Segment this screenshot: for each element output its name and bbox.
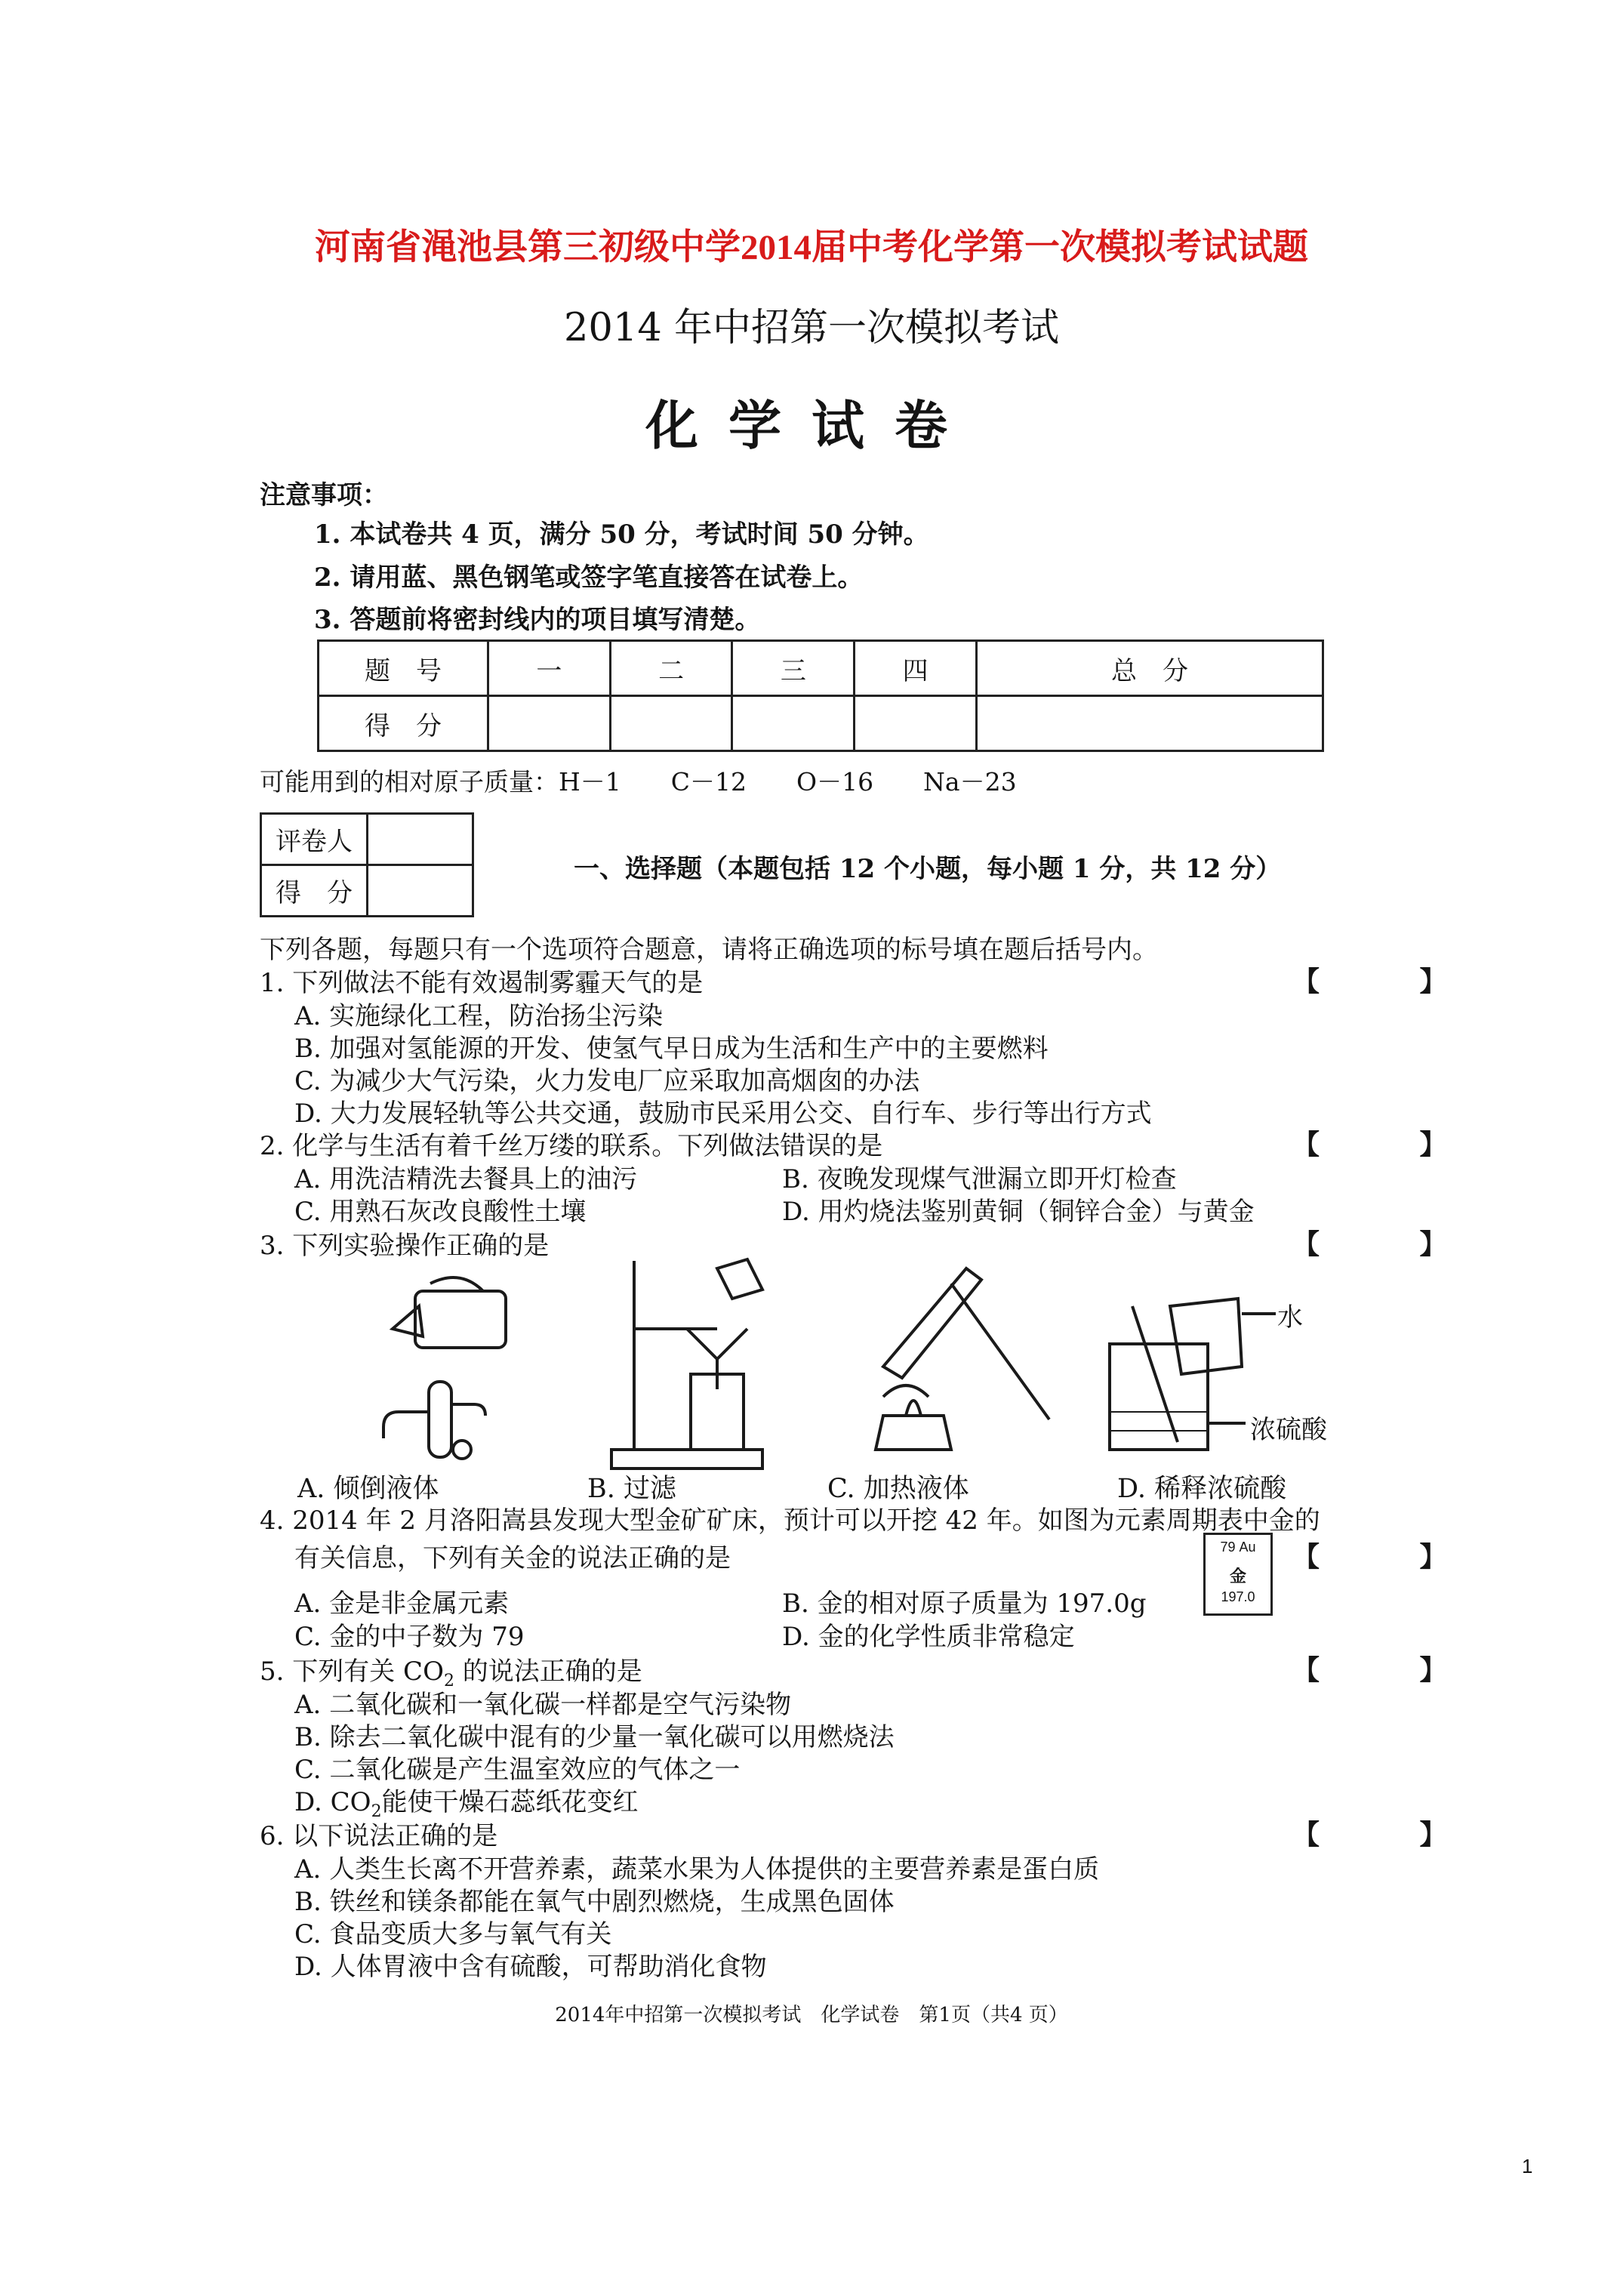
question-stem: 6. 以下说法正确的是: [260, 1821, 498, 1851]
table-cell: 总 分: [976, 641, 1323, 696]
grader-table: [260, 812, 474, 917]
option: B. 铁丝和镁条都能在氧气中剧烈燃烧，生成黑色固体: [294, 1887, 895, 1917]
page-number: 1: [1522, 2155, 1533, 2177]
reviewer-entry-cell[interactable]: [368, 814, 473, 865]
table-cell: 二: [610, 641, 732, 696]
filtration-figure: [604, 1253, 800, 1480]
answer-bracket[interactable]: 【 】: [1292, 1819, 1492, 1851]
answer-bracket[interactable]: 【 】: [1292, 1654, 1492, 1686]
table-cell: 得 分: [319, 696, 488, 751]
option: B. 加强对氢能源的开发、使氢气早日成为生活和生产中的主要燃料: [294, 1034, 1049, 1064]
question-stem: 5. 下列有关 $CO_2$ 的说法正确的是: [260, 1657, 642, 1690]
table-cell: 三: [732, 641, 855, 696]
figure-caption: A. 倾倒液体: [297, 1474, 439, 1504]
score-entry-cell[interactable]: [610, 696, 732, 751]
score-entry-cell[interactable]: [976, 696, 1323, 751]
option: D. 大力发展轻轨等公共交通，鼓励市民采用公交、自行车、步行等出行方式: [294, 1099, 1152, 1129]
pouring-liquid-figure: [347, 1261, 544, 1480]
gold-element-card: [1203, 1533, 1273, 1616]
score-table: [317, 639, 1324, 752]
option: C. 食品变质大多与氧气有关: [294, 1919, 612, 1949]
figure-caption: B. 过滤: [587, 1474, 676, 1504]
option: B. 金的相对原子质量为 197.0g: [782, 1589, 1147, 1619]
page-footer: 2014年中招第一次模拟考试 化学试卷 第1页（共4 页）: [555, 2004, 1068, 2026]
option: D. 金的化学性质非常稳定: [782, 1622, 1075, 1652]
score-label: 得 分: [261, 865, 368, 917]
score-entry-cell[interactable]: [368, 865, 473, 917]
question-stem: 2. 化学与生活有着千丝万缕的联系。下列做法错误的是: [260, 1131, 883, 1161]
table-cell: 题 号: [319, 641, 488, 696]
option: A. 二氧化碳和一氧化碳一样都是空气污染物: [294, 1690, 792, 1720]
heating-liquid-figure: [838, 1253, 1064, 1480]
paper-title: 化学试卷: [645, 394, 978, 457]
document-title: 河南省渑池县第三初级中学2014届中考化学第一次模拟考试试题: [315, 228, 1308, 267]
score-entry-cell[interactable]: [488, 696, 611, 751]
option: C. 二氧化碳是产生温室效应的气体之一: [294, 1755, 741, 1785]
atomic-mass-line: 可能用到的相对原子质量：H－1 C－12 O－16 Na－23: [260, 767, 1017, 797]
answer-bracket[interactable]: 【 】: [1292, 966, 1492, 997]
option: A. 实施绿化工程，防治扬尘污染: [294, 1001, 664, 1031]
option: D. 用灼烧法鉴别黄铜（铜锌合金）与黄金: [782, 1197, 1255, 1227]
figure-caption: C. 加热液体: [827, 1474, 969, 1504]
answer-bracket[interactable]: 【 】: [1292, 1129, 1492, 1160]
question-stem: 1. 下列做法不能有效遏制雾霾天气的是: [260, 968, 704, 998]
option: D. $CO_2$能使干燥石蕊纸花变红: [294, 1787, 639, 1821]
score-table-header-row: [319, 641, 1323, 696]
option: D. 人体胃液中含有硫酸，可帮助消化食物: [294, 1952, 767, 1982]
water-label: 水: [1277, 1302, 1303, 1333]
atomic-mass: 197.0: [1221, 1589, 1255, 1604]
exam-title: 2014 年中招第一次模拟考试: [563, 306, 1059, 350]
option: C. 用熟石灰改良酸性土壤: [294, 1197, 587, 1227]
atomic-number: 79: [1220, 1539, 1236, 1555]
score-entry-cell[interactable]: [732, 696, 855, 751]
option: B. 夜晚发现煤气泄漏立即开灯检查: [782, 1164, 1177, 1194]
question-stem-continued: 有关信息，下列有关金的说法正确的是: [294, 1543, 731, 1573]
answer-bracket[interactable]: 【 】: [1292, 1228, 1492, 1260]
notice-item: 1. 本试卷共 4 页，满分 50 分，考试时间 50 分钟。: [314, 519, 929, 550]
question-stem: 4. 2014 年 2 月洛阳嵩县发现大型金矿矿床，预计可以开挖 42 年。如图为元素周期表中金的: [260, 1505, 1320, 1536]
section-title: 一、选择题（本题包括 12 个小题，每小题 1 分，共 12 分）: [574, 854, 1282, 884]
section-instruction: 下列各题，每题只有一个选项符合题意，请将正确选项的标号填在题后括号内。: [260, 935, 1158, 965]
element-symbol: Au: [1239, 1539, 1256, 1555]
option: C. 为减少大气污染，火力发电厂应采取加高烟囱的办法: [294, 1066, 920, 1096]
score-table-score-row: [319, 696, 1323, 751]
table-cell: 四: [855, 641, 977, 696]
notice-item: 3. 答题前将密封线内的项目填写清楚。: [314, 605, 761, 635]
notice-item: 2. 请用蓝、黑色钢笔或签字笔直接答在试卷上。: [314, 562, 864, 593]
reviewer-label: 评卷人: [261, 814, 368, 865]
option: B. 除去二氧化碳中混有的少量一氧化碳可以用燃烧法: [294, 1722, 895, 1752]
option: A. 金是非金属元素: [294, 1589, 510, 1619]
answer-bracket[interactable]: 【 】: [1292, 1541, 1492, 1573]
table-cell: 一: [488, 641, 611, 696]
option: A. 人类生长离不开营养素，蔬菜水果为人体提供的主要营养素是蛋白质: [294, 1854, 1100, 1885]
figure-caption: D. 稀释浓硫酸: [1117, 1474, 1287, 1504]
acid-label: 浓硫酸: [1250, 1415, 1327, 1445]
element-header: [1206, 1539, 1270, 1555]
question-stem: 3. 下列实验操作正确的是: [260, 1231, 550, 1261]
score-entry-cell[interactable]: [855, 696, 977, 751]
element-name: 金: [1229, 1567, 1246, 1586]
option: C. 金的中子数为 79: [294, 1622, 525, 1652]
option: A. 用洗洁精洗去餐具上的油污: [294, 1164, 638, 1194]
notice-heading: 注意事项：: [260, 480, 388, 510]
